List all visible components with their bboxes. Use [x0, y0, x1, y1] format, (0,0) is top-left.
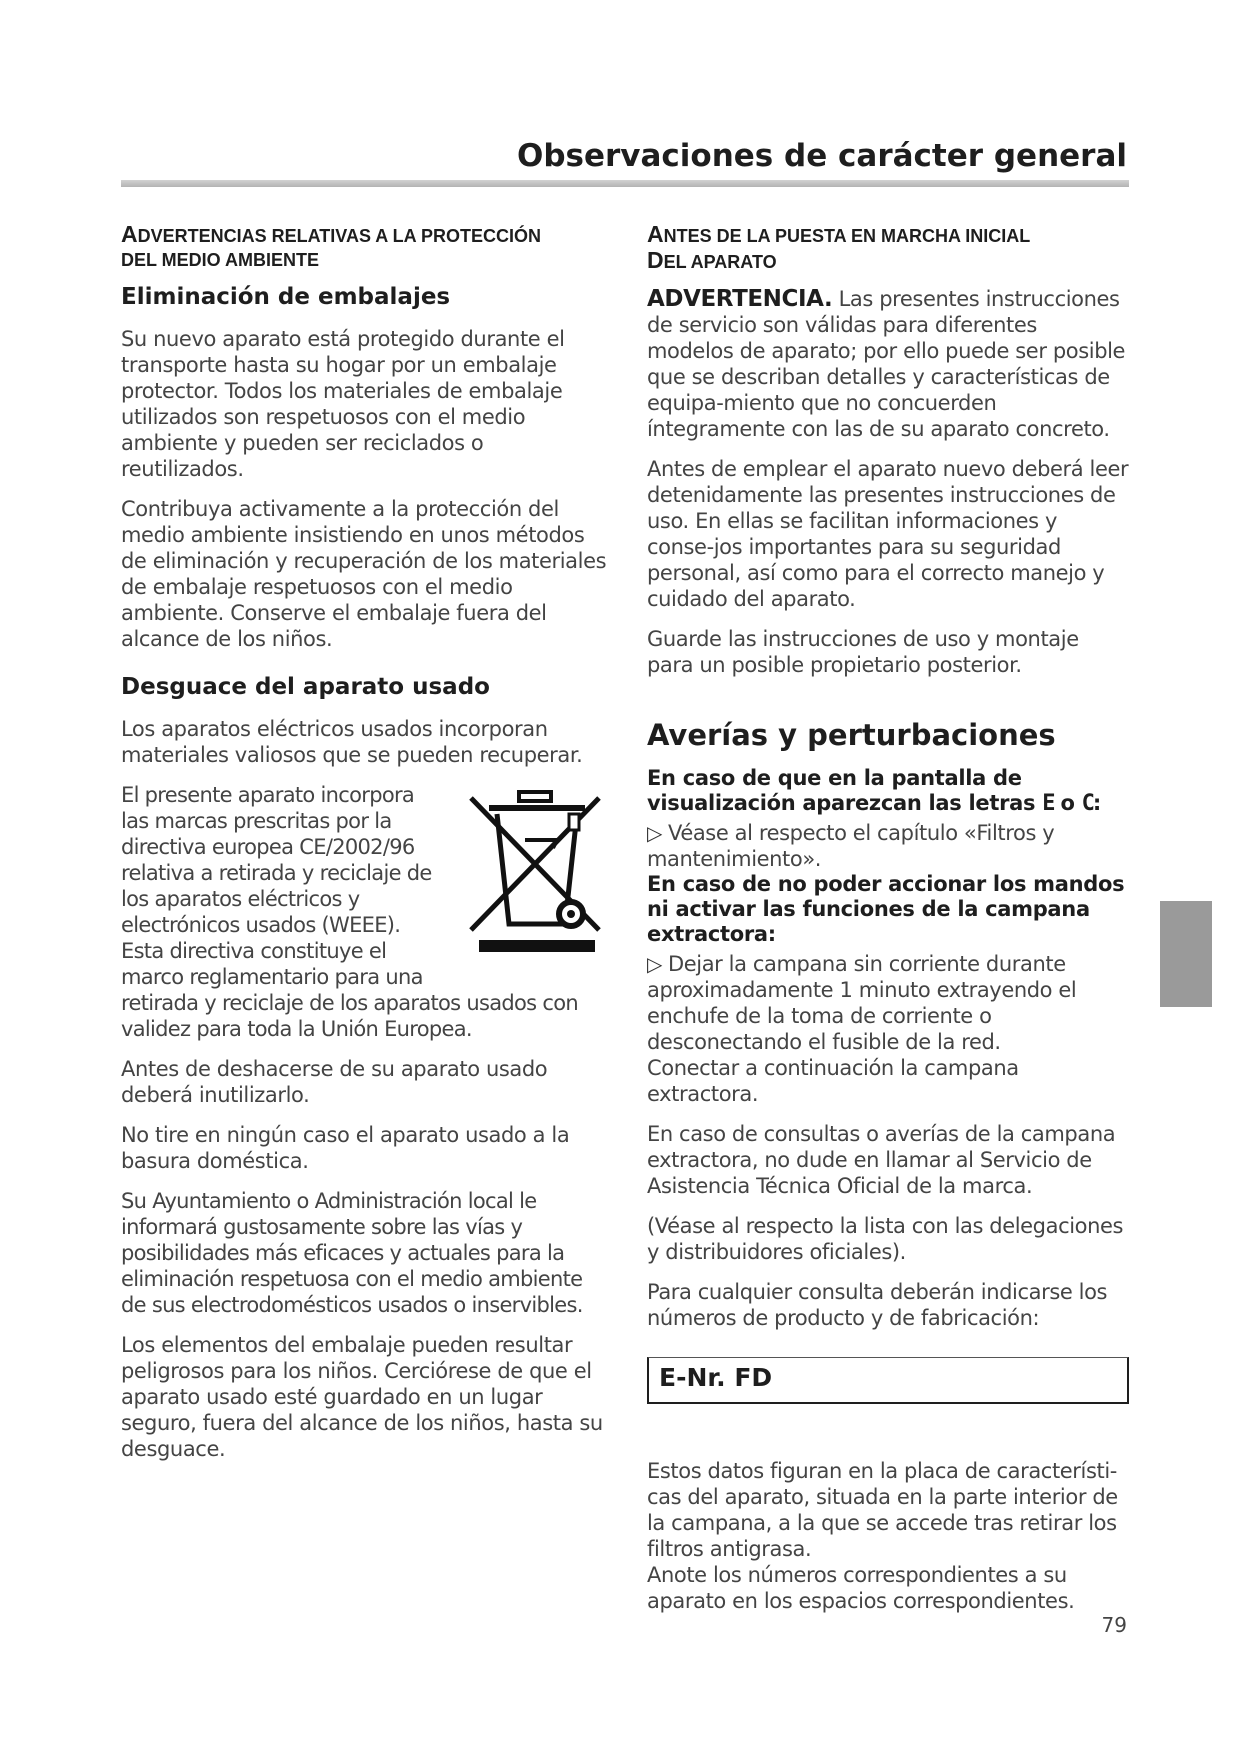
dealers-paragraph: (Véase al respecto la lista con las delegaciones y distribuidores oficiales). — [647, 1214, 1124, 1264]
page-title: Observaciones de carácter general — [516, 138, 1127, 174]
enr-fd-box: E-Nr. FD — [647, 1357, 1129, 1404]
faults-title: Averías y perturbaciones — [647, 718, 1056, 752]
packaging-paragraph-1: Su nuevo aparato está protegido durante el transporte hasta su hogar por un embalaje protector. Todos los materiales de embalaje utilizados son respetuosos con el medio ambiente y pueden ser reciclados o reutilizados. — [121, 327, 565, 481]
reconnect-text: Conectar a continuación la campana extractora. — [647, 1056, 1019, 1106]
note-numbers-paragraph: Anote los números correspondientes a su aparato en los espacios correspondientes. — [647, 1563, 1075, 1613]
chapter-thumb-tab — [1160, 901, 1212, 1007]
read-instructions-paragraph: Antes de emplear el aparato nuevo deberá leer detenidamente las presentes instrucciones de uso. En ellas se facilitan informaciones y conse-jos importantes para su seguridad personal, así como para el correcto manejo y cuidado del aparato. — [647, 457, 1129, 611]
old-appliance-paragraph-6: Los elementos del embalaje pueden resultar peligrosos para los niños. Cerciórese de que el aparato usado esté guardado en un lugar seguro, fuera del alcance de los niños, hasta su desguace. — [121, 1333, 603, 1461]
segment-letter-e: E — [1042, 791, 1054, 816]
page-number: 79 — [1101, 1613, 1127, 1637]
display-letters-case-text: ▷ Véase al respecto el capítulo «Filtros y mantenimiento». — [647, 821, 1055, 871]
environment-section-heading: ADVERTENCIAS RELATIVAS A LA PROTECCIÓN DEL MEDIO AMBIENTE — [121, 221, 541, 270]
packaging-paragraph-2: Contribuya activamente a la protección del medio ambiente insistiendo en unos métodos de eliminación y recuperación de los materiales de embalaje respetuosos con el medio ambiente. Conserve el embalaje fuera del alcance de los niños. — [121, 497, 607, 651]
keep-instructions-paragraph: Guarde las instrucciones de uso y montaje para un posible propietario posterior. — [647, 627, 1079, 677]
header-rule — [121, 180, 1129, 187]
old-appliance-title: Desguace del aparato usado — [121, 674, 490, 700]
product-numbers-paragraph: Para cualquier consulta deberán indicarse los números de producto y de fabricación: — [647, 1280, 1108, 1330]
weee-text-tail: retirada y reciclaje de los aparatos usados con validez para toda la Unión Europea. — [121, 991, 579, 1041]
display-letters-case-title: En caso de que en la pantalla de visualización aparezcan las letras E o C: — [647, 766, 1101, 816]
rating-plate-paragraph: Estos datos figuran en la placa de característi-cas del aparato, situada en la parte interior de la campana, a la que se accede tras retirar los filtros antigrasa. — [647, 1459, 1118, 1561]
left-column — [121, 222, 611, 1476]
old-appliance-paragraph-5: Su Ayuntamiento o Administración local le informará gustosamente sobre las vías y posibilidades más eficaces y actuales para la eliminación respetuosa con el medio ambiente de sus electrodomésticos usados o inservibles. — [121, 1189, 583, 1317]
weee-crossed-bin-icon — [467, 784, 607, 954]
segment-letter-c: C — [1081, 791, 1093, 816]
packaging-disposal-title: Eliminación de embalajes — [121, 284, 451, 310]
old-appliance-paragraph-3: Antes de deshacerse de su aparato usado deberá inutilizarlo. — [121, 1057, 548, 1107]
before-first-use-heading: ANTES DE LA PUESTA EN MARCHA INICIAL DEL APARATO — [647, 221, 1031, 273]
right-column — [647, 222, 1129, 1628]
arrow-right-icon: ▷ — [647, 821, 662, 845]
controls-case-text: ▷ Dejar la campana sin corriente durante aproximadamente 1 minuto extrayendo el enchufe de la toma de corriente o desconectando el fusible de la red. — [647, 952, 1077, 1054]
old-appliance-paragraph-4: No tire en ningún caso el aparato usado a la basura doméstica. — [121, 1123, 570, 1173]
old-appliance-paragraph-1: Los aparatos eléctricos usados incorporan materiales valiosos que se pueden recuperar. — [121, 717, 583, 767]
service-paragraph: En caso de consultas o averías de la campana extractora, no dude en llamar al Servicio de Asistencia Técnica Oficial de la marca. — [647, 1122, 1116, 1198]
weee-text-lines: El presente aparato incorpora las marcas prescritas por la directiva europea CE/2002/96 relativa a retirada y reciclaje de los aparatos eléctricos y electrónicos usados (WEEE). Esta directiva constituye el marco reglamentario para una — [121, 783, 432, 989]
arrow-right-icon: ▷ — [647, 952, 662, 976]
warning-paragraph: ADVERTENCIA. Las presentes instrucciones de servicio son válidas para diferentes modelos de aparato; por ello puede ser posible que se describan detalles y características de equipa-miento que no concuerden íntegramente con las de su aparato concreto. — [647, 286, 1126, 441]
controls-case-title: En caso de no poder accionar los mandos ni activar las funciones de la campana extractora: — [647, 872, 1125, 946]
weee-block — [121, 782, 611, 1042]
